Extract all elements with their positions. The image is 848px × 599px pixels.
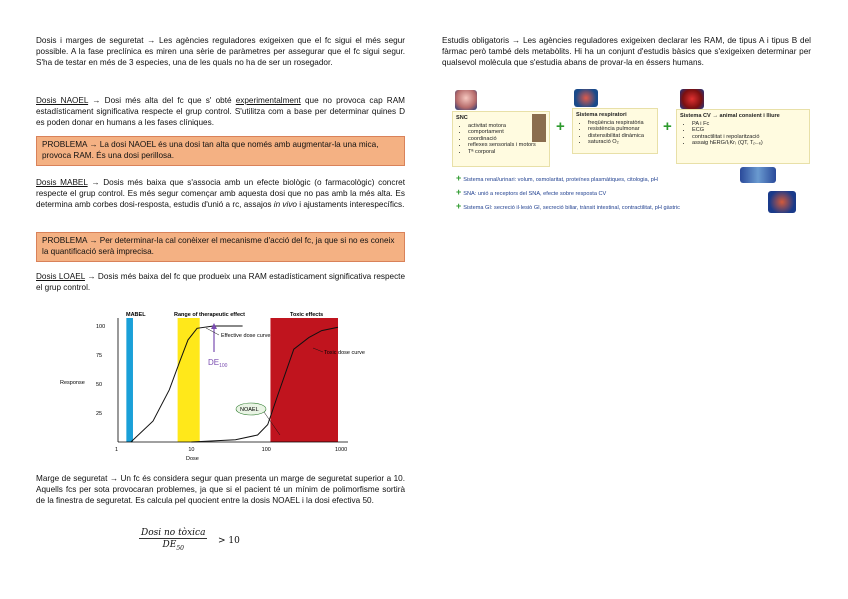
snc-image — [532, 114, 546, 142]
dose-response-chart — [58, 308, 365, 468]
lungs-icon — [574, 89, 598, 107]
noael-paragraph — [36, 96, 405, 128]
formula-rhs: > 10 — [218, 536, 240, 546]
safety-formula — [139, 528, 207, 552]
snc-item: • reflexes sensorials i motors — [468, 142, 546, 149]
y-tick-label: 75 — [96, 353, 103, 359]
respiratory-title: Sistema respiratori — [576, 112, 627, 118]
x-tick-label: 1000 — [335, 447, 348, 453]
mabel-term: Dosis MABEL — [36, 178, 88, 187]
formula-denominator: $DE_{50}$ — [162, 540, 184, 552]
respiratory-item: • distensibilitat dinàmica — [588, 133, 654, 140]
plus-icon: + — [663, 118, 672, 135]
y-tick-label: 50 — [96, 382, 103, 388]
note-gi: + Sistema GI: secreció il·lesiò GI, secreció biliar, trànsit intestinal, contractilitat, pH gàstric — [456, 201, 680, 211]
problem-box-mabel — [36, 232, 405, 262]
x-tick-label: 1 — [115, 447, 119, 453]
x-tick-label: 10 — [188, 447, 195, 453]
snc-item: • activitat motora — [468, 123, 546, 130]
note-renal: + Sistema renal/urinari: volum, osmolaritat, proteïnes plasmàtiques, citologia, pH — [456, 173, 658, 183]
effective-pointer — [206, 328, 219, 335]
snc-title: SNC — [456, 115, 468, 121]
margin-paragraph: Marge de seguretat → Un fc és considera segur quan presenta un marge de seguretat superior a 10. Aquells fcs per sota provocaran problemes, ja que si el pacient té un mínim de polimorfisme sortirà de la finestra de seguretat. Es calcula pel quocient entre la dosis NOAEL i la dosi efectiva 50. — [36, 474, 405, 505]
gi-icon — [768, 191, 796, 213]
x-axis-label: Dose — [186, 456, 199, 462]
mabel-text-b: i ajustaments interespecífics. — [296, 199, 405, 209]
cv-title: Sistema CV → animal consient i lliure — [680, 113, 780, 119]
band-mabel — [126, 318, 133, 442]
y-tick-label: 25 — [96, 411, 103, 417]
label-toxic-curve: Toxic dose curve — [324, 350, 365, 356]
loael-term: Dosis LOAEL — [36, 272, 85, 281]
mabel-paragraph — [36, 178, 405, 210]
mabel-text-a: → Dosis més baixa que s'associa amb un efecte biològic (o farmacològic) concret respecte el grup control. Es més segur començar amb aquesta dosi que no pas amb la més alta. Es determina amb corbes dosi-resposta, estudis d'unió a rc, assajos — [36, 178, 405, 209]
heart-icon — [680, 89, 704, 109]
cv-item: • contractilitat i repolarització — [692, 134, 806, 141]
kidney-icon — [740, 167, 776, 183]
noael-term: Dosis NAOEL — [36, 96, 89, 105]
snc-item: • comportament — [468, 129, 546, 136]
problem-text-mabel: PROBLEMA → Per determinar-la cal conèixer el mecanisme d'acció del fc, ja que si no es coneix la quantificació serà imprecisa. — [42, 236, 395, 256]
y-axis-label: Response — [60, 380, 85, 386]
card-cardiovascular — [676, 109, 810, 164]
band-toxic — [270, 318, 338, 442]
x-tick-label: 100 — [261, 447, 271, 453]
formula-numerator: Dosi no tòxica — [141, 528, 206, 538]
label-noael: NOAEL — [240, 407, 259, 413]
snc-item: • coordinació — [468, 136, 546, 143]
loael-paragraph — [36, 272, 405, 294]
problem-box-noael — [36, 136, 405, 166]
cv-item: • ECG — [692, 127, 806, 134]
required-studies-paragraph: Estudis obligatoris → Les agències reguladores exigeixen declarar les RAM, de tipus A i tipus B del fàrmac però també dels metabòlits. Hi ha un conjunt d'estudis bàsics que s'exigeixen determinar per qualsevol molècula que s'estudia abans de provar-la en éssers humans. — [442, 36, 811, 67]
respiratory-item: • resistència pulmonar — [588, 126, 654, 133]
problem-text-noael: PROBLEMA → La dosi NAOEL és una dosi tan alta que només amb augmentar-la una mica, provoca RAM. És una dosi perillosa. — [42, 140, 379, 160]
brain-icon — [455, 90, 477, 110]
loael-text: → Dosis més baixa del fc que produeix una RAM estadísticament significativa respecte el grup control. — [36, 272, 406, 292]
card-respiratory — [572, 108, 658, 154]
y-tick-label: 100 — [96, 324, 106, 330]
respiratory-item: • freqüència respiratòria — [588, 120, 654, 127]
noael-text-a: → Dosi més alta del fc que s' obté — [88, 96, 236, 105]
respiratory-list — [576, 120, 654, 146]
note-sna: + SNA: unió a receptors del SNA, efecte sobre resposta CV — [456, 187, 607, 197]
noael-text-b: que no provoca cap RAM estadísticament significativa respecte el grup control. S'utilitza com a base per determinar quines D es poden donar en humans a les fases clíniques. — [36, 96, 405, 127]
label-therapeutic: Range of therapeutic effect — [174, 312, 245, 318]
label-toxic: Toxic effects — [290, 312, 324, 318]
plus-icon: + — [556, 118, 565, 135]
intro-paragraph: Dosis i marges de seguretat → Les agències reguladores exigeixen que el fc sigui el més segur possible. A la fase preclínica es miren una sèrie de paràmetres per assegurar que el fc sigui segur. S'ha de testar en més de 3 especies, una de les quals no ha de ser un rosegador. — [36, 36, 405, 67]
respiratory-item: • saturació O₂ — [588, 139, 654, 146]
mabel-emphasis: in vivo — [273, 199, 297, 209]
label-mabel: MABEL — [126, 312, 146, 318]
cv-item: • assaig hERG/I₍Kr₎ (QT, Tₚ₋ₑ) — [692, 140, 806, 147]
cv-list — [680, 121, 806, 147]
snc-item: • Tª corporal — [468, 149, 546, 156]
label-de100: $DE_{100}$ — [208, 358, 228, 369]
noael-emphasis: experimentalment — [235, 96, 301, 105]
band-therapeutic — [178, 318, 200, 442]
cv-item: • PA i Fc — [692, 121, 806, 128]
label-effective-curve: Effective dose curve — [221, 333, 271, 339]
